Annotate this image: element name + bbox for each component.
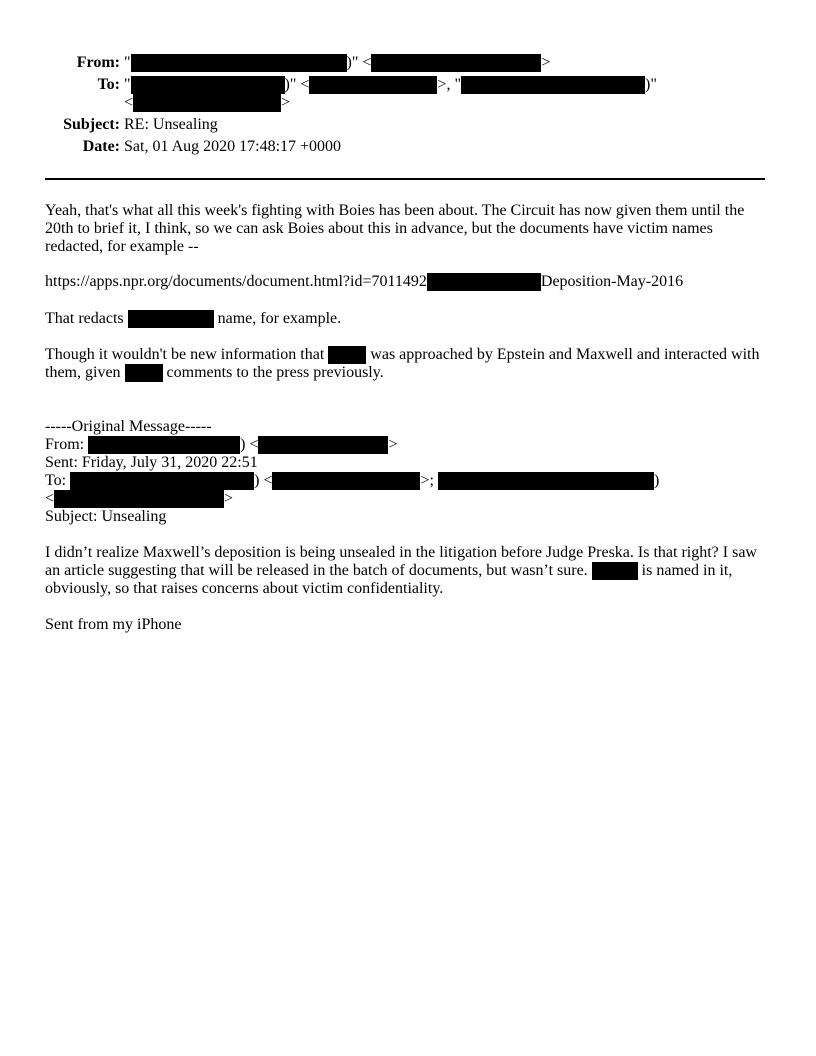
redaction [54,490,224,508]
date-value: Sat, 01 Aug 2020 17:48:17 +0000 [124,138,342,155]
redaction [438,472,654,490]
redaction [328,346,366,364]
original-from: From: ) < > [45,436,398,453]
text: is named in it, [641,562,733,579]
to-label: To: [45,472,67,489]
text-line: redacted, for example -- [45,238,199,255]
text: was approached by Epstein and Maxwell and interacted with [370,346,760,363]
redaction [371,54,541,72]
redaction [272,472,420,490]
original-message [45,418,767,526]
redaction [592,562,638,580]
url-prefix: https://apps.npr.org/documents/document.html?id=7011492 [45,273,427,290]
body-paragraph-3 [45,310,767,328]
document-url [45,273,767,291]
body-paragraph-4 [45,346,767,382]
to-value-cont: < > [124,94,291,111]
redaction [258,436,388,454]
text-line: 20th to brief it, I think, so we can ask Boies about this in advance, but the documents have victim names [45,220,713,237]
date-label: Date: [82,138,120,155]
subject-value: RE: Unsealing [124,116,218,133]
url-suffix: Deposition-May-2016 [540,273,684,290]
body-paragraph-1 [45,202,767,256]
text-line: Yeah, that's what all this week's fighting with Boies has been about. The Circuit has now given them until the [45,202,745,219]
text: them, given [45,364,121,381]
text: comments to the press previously. [166,364,384,381]
text: an article suggesting that will be released in the batch of documents, but wasn’t sure. [45,562,588,579]
text-line: obviously, so that raises concerns about victim confidentiality. [45,580,444,597]
redaction [133,94,281,112]
signature-text: Sent from my iPhone [45,616,182,633]
from-value: " )" < > [124,54,551,71]
text-line: I didn’t realize Maxwell’s deposition is being unsealed in the litigation before Judge Preska. Is that right? I saw [45,544,757,561]
to-value: " )" < >, " )" [124,76,657,93]
to-label: To: [97,76,120,93]
text: That redacts [45,310,124,327]
original-sent: Sent: Friday, July 31, 2020 22:51 [45,454,258,471]
from-label: From: [76,54,120,71]
redaction [309,76,437,94]
original-subject: Subject: Unsealing [45,508,167,525]
redaction [427,273,541,291]
redaction [88,436,240,454]
redaction [128,310,214,328]
text: name, for example. [217,310,342,327]
signature [45,616,767,634]
original-to: To: ) < >; ) [45,472,660,489]
redaction [461,76,645,94]
header-divider [45,178,765,180]
redaction [131,76,285,94]
original-separator: -----Original Message----- [45,418,212,435]
text: Though it wouldn't be new information that [45,346,325,363]
subject-label: Subject: [63,116,120,133]
redaction [131,54,347,72]
original-to-cont: < > [45,490,234,507]
redaction [125,364,163,382]
original-body [45,544,767,598]
from-label: From: [45,436,85,453]
redaction [70,472,254,490]
